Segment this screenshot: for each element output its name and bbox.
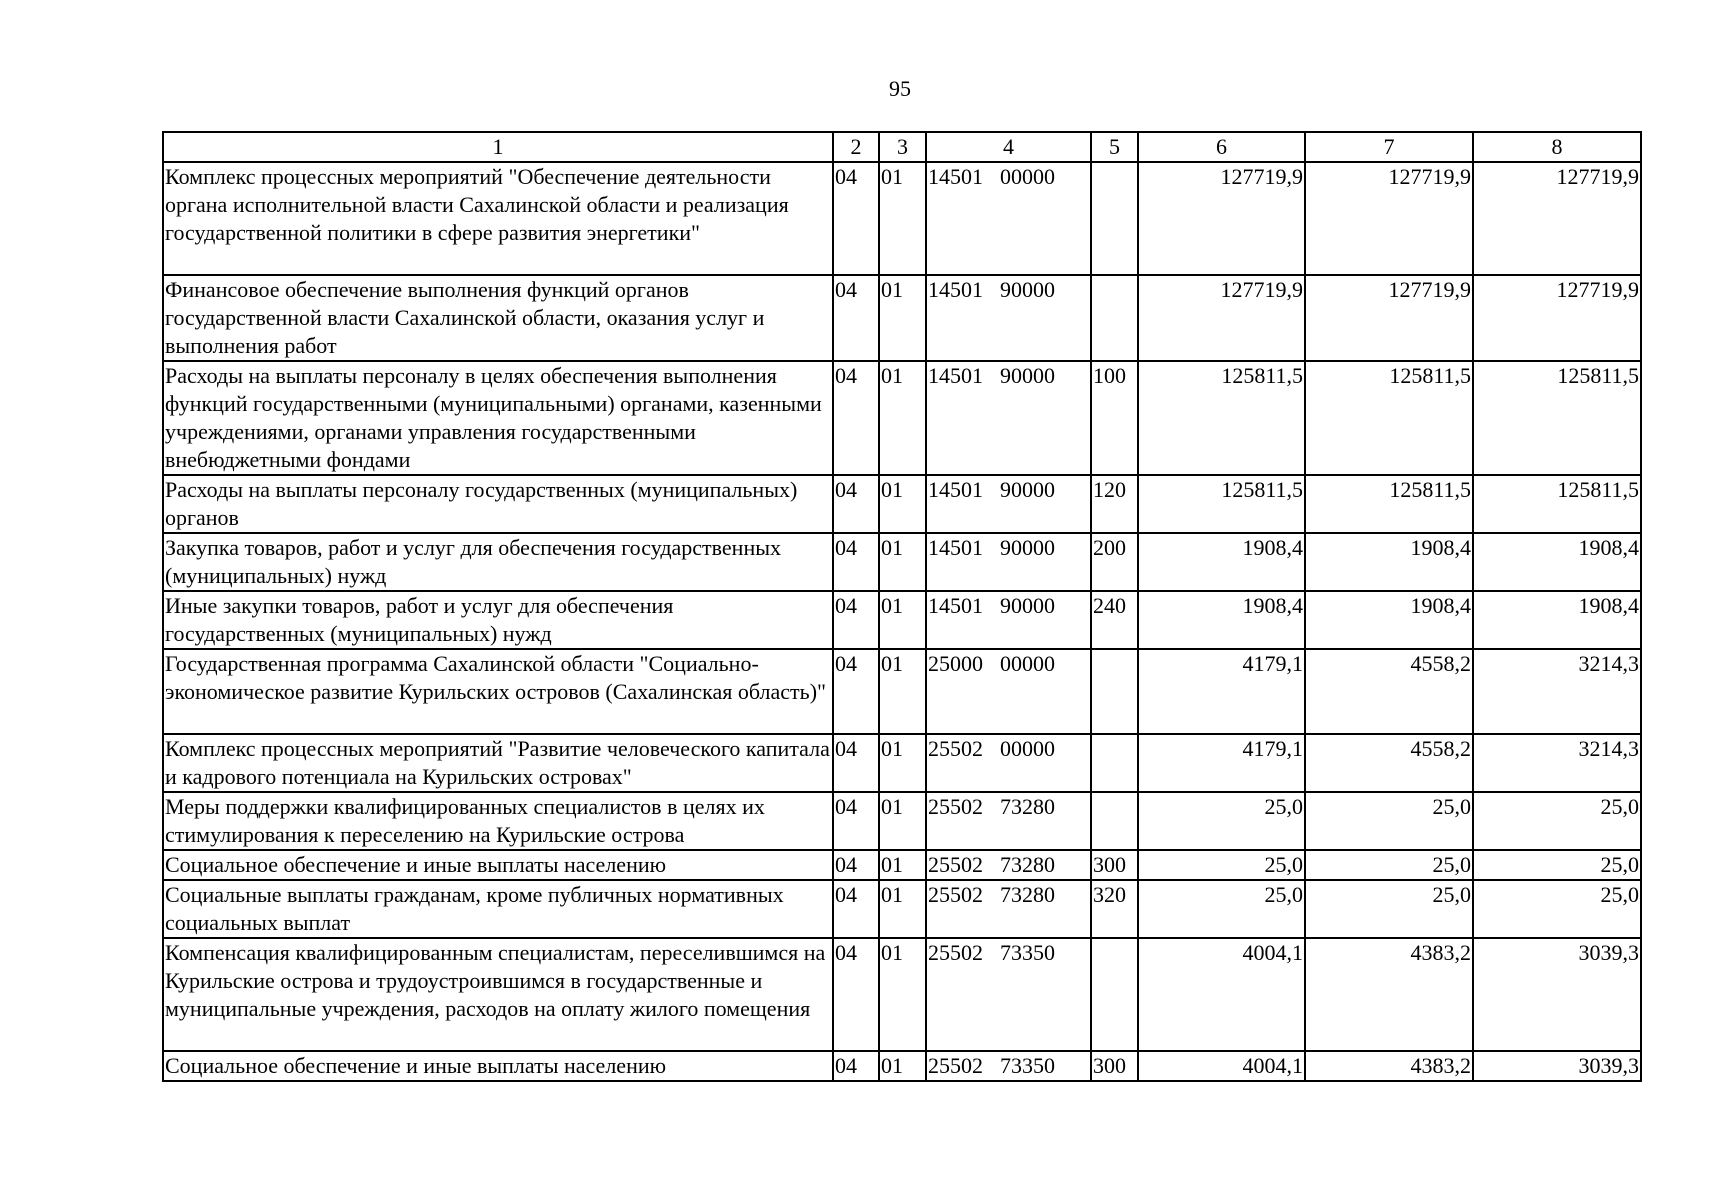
target-article-code <box>926 275 1091 361</box>
amount-col-6: 127719,9 <box>1138 162 1305 275</box>
amount-col-6: 1908,4 <box>1138 591 1305 649</box>
target-article-code <box>926 792 1091 850</box>
target-article-code <box>926 734 1091 792</box>
amount-col-8: 3214,3 <box>1473 734 1641 792</box>
table-row <box>163 1051 1641 1081</box>
page-number: 95 <box>889 76 911 101</box>
expense-type-code: 200 <box>1091 533 1138 591</box>
expense-type-code <box>1091 938 1138 1051</box>
amount-col-8: 25,0 <box>1473 850 1641 880</box>
table-row <box>163 649 1641 734</box>
amount-col-6: 1908,4 <box>1138 533 1305 591</box>
amount-col-7: 125811,5 <box>1305 361 1473 475</box>
target-article-direction: 90000 <box>1000 277 1055 302</box>
amount-col-7: 1908,4 <box>1305 533 1473 591</box>
subsection-code: 01 <box>879 938 926 1051</box>
table-row <box>163 880 1641 938</box>
column-header: 7 <box>1305 132 1473 162</box>
target-article-code <box>926 162 1091 275</box>
section-code: 04 <box>833 275 879 361</box>
target-article-direction: 73350 <box>1000 1053 1055 1078</box>
amount-col-6: 127719,9 <box>1138 275 1305 361</box>
target-article-code <box>926 1051 1091 1081</box>
target-article-program: 25502 <box>928 852 983 877</box>
target-article-program: 25502 <box>928 736 983 761</box>
target-article-program: 25502 <box>928 882 983 907</box>
subsection-code: 01 <box>879 361 926 475</box>
expense-type-code: 320 <box>1091 880 1138 938</box>
target-article-direction: 73350 <box>1000 940 1055 965</box>
amount-col-8: 3214,3 <box>1473 649 1641 734</box>
section-code: 04 <box>833 938 879 1051</box>
subsection-code: 01 <box>879 475 926 533</box>
target-article-code <box>926 361 1091 475</box>
expense-type-code <box>1091 734 1138 792</box>
amount-col-7: 127719,9 <box>1305 275 1473 361</box>
section-code: 04 <box>833 649 879 734</box>
amount-col-7: 25,0 <box>1305 792 1473 850</box>
target-article-program: 14501 <box>928 277 983 302</box>
target-article-program: 25000 <box>928 651 983 676</box>
section-code: 04 <box>833 361 879 475</box>
column-header: 6 <box>1138 132 1305 162</box>
column-header: 1 <box>163 132 833 162</box>
column-header: 4 <box>926 132 1091 162</box>
table-row <box>163 361 1641 475</box>
amount-col-7: 4558,2 <box>1305 734 1473 792</box>
amount-col-7: 4383,2 <box>1305 1051 1473 1081</box>
section-code: 04 <box>833 475 879 533</box>
expense-type-code: 100 <box>1091 361 1138 475</box>
section-code: 04 <box>833 533 879 591</box>
amount-col-8: 1908,4 <box>1473 591 1641 649</box>
target-article-code <box>926 880 1091 938</box>
target-article-program: 25502 <box>928 794 983 819</box>
row-name: Социальные выплаты гражданам, кроме публичных нормативных социальных выплат <box>163 880 833 938</box>
expense-type-code <box>1091 162 1138 275</box>
target-article-direction: 90000 <box>1000 593 1055 618</box>
column-header: 5 <box>1091 132 1138 162</box>
expense-type-code: 300 <box>1091 1051 1138 1081</box>
row-name: Социальное обеспечение и иные выплаты населению <box>163 850 833 880</box>
target-article-program: 14501 <box>928 535 983 560</box>
amount-col-6: 25,0 <box>1138 850 1305 880</box>
target-article-code <box>926 938 1091 1051</box>
section-code: 04 <box>833 850 879 880</box>
amount-col-8: 3039,3 <box>1473 1051 1641 1081</box>
row-name: Государственная программа Сахалинской области "Социально-экономическое развитие Курильских островов (Сахалинская область)" <box>163 649 833 734</box>
target-article-code <box>926 475 1091 533</box>
row-name: Закупка товаров, работ и услуг для обеспечения государственных (муниципальных) нужд <box>163 533 833 591</box>
table-row <box>163 162 1641 275</box>
row-name: Иные закупки товаров, работ и услуг для обеспечения государственных (муниципальных) нужд <box>163 591 833 649</box>
subsection-code: 01 <box>879 850 926 880</box>
table-row <box>163 734 1641 792</box>
amount-col-8: 25,0 <box>1473 880 1641 938</box>
section-code: 04 <box>833 734 879 792</box>
table-row <box>163 938 1641 1051</box>
amount-col-6: 25,0 <box>1138 792 1305 850</box>
target-article-direction: 73280 <box>1000 852 1055 877</box>
target-article-direction: 90000 <box>1000 363 1055 388</box>
table-row <box>163 591 1641 649</box>
target-article-code <box>926 649 1091 734</box>
amount-col-6: 125811,5 <box>1138 361 1305 475</box>
subsection-code: 01 <box>879 275 926 361</box>
target-article-program: 25502 <box>928 940 983 965</box>
subsection-code: 01 <box>879 1051 926 1081</box>
subsection-code: 01 <box>879 880 926 938</box>
amount-col-6: 4179,1 <box>1138 649 1305 734</box>
amount-col-7: 125811,5 <box>1305 475 1473 533</box>
table-row <box>163 275 1641 361</box>
amount-col-8: 1908,4 <box>1473 533 1641 591</box>
target-article-code <box>926 591 1091 649</box>
column-header: 3 <box>879 132 926 162</box>
target-article-code <box>926 533 1091 591</box>
amount-col-7: 25,0 <box>1305 880 1473 938</box>
subsection-code: 01 <box>879 533 926 591</box>
amount-col-6: 25,0 <box>1138 880 1305 938</box>
expense-type-code: 120 <box>1091 475 1138 533</box>
row-name: Комплекс процессных мероприятий "Обеспечение деятельности органа исполнительной власти Сахалинской области и реализация государственной политики в сфере развития энергетики" <box>163 162 833 275</box>
subsection-code: 01 <box>879 734 926 792</box>
section-code: 04 <box>833 792 879 850</box>
header-row <box>163 132 1641 162</box>
amount-col-6: 4004,1 <box>1138 938 1305 1051</box>
table-body <box>163 162 1641 1081</box>
section-code: 04 <box>833 880 879 938</box>
amount-col-8: 25,0 <box>1473 792 1641 850</box>
target-article-direction: 90000 <box>1000 535 1055 560</box>
target-article-direction: 90000 <box>1000 477 1055 502</box>
target-article-direction: 73280 <box>1000 882 1055 907</box>
amount-col-8: 127719,9 <box>1473 162 1641 275</box>
row-name: Финансовое обеспечение выполнения функций органов государственной власти Сахалинской области, оказания услуг и выполнения работ <box>163 275 833 361</box>
amount-col-8: 127719,9 <box>1473 275 1641 361</box>
target-article-program: 25502 <box>928 1053 983 1078</box>
section-code: 04 <box>833 162 879 275</box>
amount-col-8: 125811,5 <box>1473 475 1641 533</box>
expense-type-code <box>1091 275 1138 361</box>
subsection-code: 01 <box>879 649 926 734</box>
target-article-program: 14501 <box>928 593 983 618</box>
column-header: 2 <box>833 132 879 162</box>
expense-type-code <box>1091 649 1138 734</box>
amount-col-7: 4558,2 <box>1305 649 1473 734</box>
budget-table <box>162 131 1642 1082</box>
section-code: 04 <box>833 1051 879 1081</box>
row-name: Социальное обеспечение и иные выплаты населению <box>163 1051 833 1081</box>
table-row <box>163 475 1641 533</box>
amount-col-6: 4004,1 <box>1138 1051 1305 1081</box>
target-article-direction: 73280 <box>1000 794 1055 819</box>
target-article-direction: 00000 <box>1000 736 1055 761</box>
expense-type-code: 240 <box>1091 591 1138 649</box>
expense-type-code: 300 <box>1091 850 1138 880</box>
table-row <box>163 850 1641 880</box>
amount-col-7: 1908,4 <box>1305 591 1473 649</box>
amount-col-8: 3039,3 <box>1473 938 1641 1051</box>
row-name: Расходы на выплаты персоналу в целях обеспечения выполнения функций государственными (муниципальными) органами, казенными учреждениями, органами управления государственными внебюджетными фондами <box>163 361 833 475</box>
amount-col-6: 125811,5 <box>1138 475 1305 533</box>
amount-col-7: 25,0 <box>1305 850 1473 880</box>
target-article-program: 14501 <box>928 363 983 388</box>
subsection-code: 01 <box>879 591 926 649</box>
row-name: Компенсация квалифицированным специалистам, переселившимся на Курильские острова и трудоустроившимся в государственные и муниципальные учреждения, расходов на оплату жилого помещения <box>163 938 833 1051</box>
amount-col-7: 127719,9 <box>1305 162 1473 275</box>
amount-col-7: 4383,2 <box>1305 938 1473 1051</box>
target-article-program: 14501 <box>928 164 983 189</box>
amount-col-8: 125811,5 <box>1473 361 1641 475</box>
row-name: Расходы на выплаты персоналу государственных (муниципальных) органов <box>163 475 833 533</box>
row-name: Меры поддержки квалифицированных специалистов в целях их стимулирования к переселению на Курильские острова <box>163 792 833 850</box>
expense-type-code <box>1091 792 1138 850</box>
target-article-code <box>926 850 1091 880</box>
subsection-code: 01 <box>879 162 926 275</box>
table-row <box>163 792 1641 850</box>
column-header: 8 <box>1473 132 1641 162</box>
target-article-direction: 00000 <box>1000 651 1055 676</box>
table-row <box>163 533 1641 591</box>
target-article-program: 14501 <box>928 477 983 502</box>
section-code: 04 <box>833 591 879 649</box>
subsection-code: 01 <box>879 792 926 850</box>
row-name: Комплекс процессных мероприятий "Развитие человеческого капитала и кадрового потенциала на Курильских островах" <box>163 734 833 792</box>
amount-col-6: 4179,1 <box>1138 734 1305 792</box>
target-article-direction: 00000 <box>1000 164 1055 189</box>
